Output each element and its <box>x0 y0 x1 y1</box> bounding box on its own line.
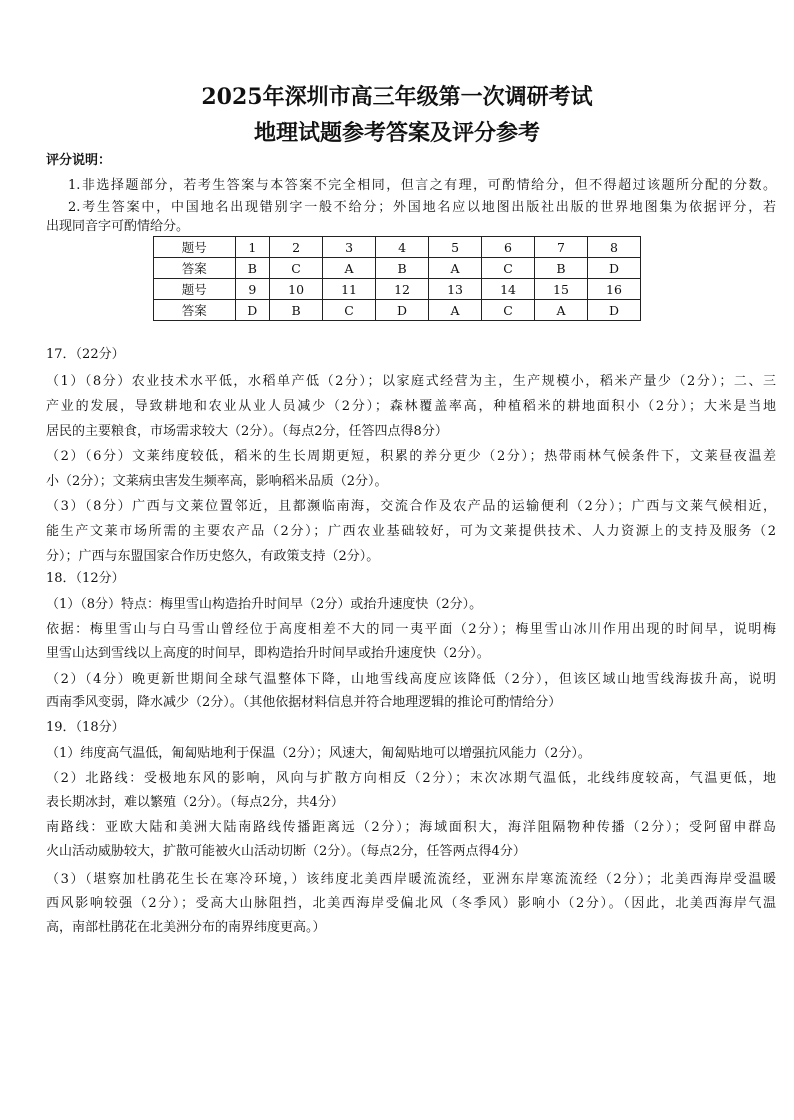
answer-cell: 1 <box>235 237 270 258</box>
row-header-cell: 答案 <box>154 258 236 279</box>
note-line: 2.考生答案中，中国地名出现错别字一般不给分；外国地名应以地图出版社出版的世界地图集为依据评分，若 <box>68 200 776 215</box>
page-title: 2025年深圳市高三年级第一次调研考试 <box>201 84 593 110</box>
answer-line: 表长期冰封，难以繁殖（2分）。（每点2分，共4分） <box>46 795 344 810</box>
answer-cell: C <box>482 258 535 279</box>
table-row <box>154 237 641 258</box>
row-header-cell: 题号 <box>154 279 236 300</box>
answer-line: （2）（6分）文莱纬度较低，稻米的生长周期更短，积累的养分更少（2分）；热带雨林气候条件下，文莱昼夜温差 <box>46 449 776 464</box>
answer-cell: 10 <box>270 279 323 300</box>
answer-cell: A <box>429 258 482 279</box>
answer-cell: 4 <box>376 237 429 258</box>
answer-line: （3）（8分）广西与文莱位置邻近，且都濒临南海，交流合作及农产品的运输便利（2分）；广西与文莱气候相近， <box>46 499 776 514</box>
answer-cell: D <box>588 300 641 321</box>
answer-cell: A <box>535 300 588 321</box>
row-header-cell: 题号 <box>154 237 236 258</box>
answer-cell: 6 <box>482 237 535 258</box>
answer-cell: 7 <box>535 237 588 258</box>
answer-cell: B <box>376 258 429 279</box>
answer-line: （1）纬度高气温低，匍匐贴地利于保温（2分）；风速大，匍匐贴地可以增强抗风能力（2分）。 <box>46 746 591 761</box>
answer-cell: D <box>588 258 641 279</box>
table-row <box>154 279 641 300</box>
table-row <box>154 300 641 321</box>
answer-cell: 13 <box>429 279 482 300</box>
answer-line: 火山活动威胁较大，扩散可能被火山活动切断（2分）。（每点2分，任答两点得4分） <box>46 844 526 859</box>
answer-line: 分）；广西与东盟国家合作历史悠久，有政策支持（2分）。 <box>46 549 380 564</box>
answer-cell: 8 <box>588 237 641 258</box>
note-line: 出现同音字可酌情给分。 <box>46 219 190 234</box>
answer-line: （2）北路线：受极地东风的影响，风向与扩散方向相反（2分）；末次冰期气温低，北线纬度较高，气温更低，地 <box>46 771 776 786</box>
answer-cell: C <box>270 258 323 279</box>
table-row <box>154 258 641 279</box>
answer-cell: 16 <box>588 279 641 300</box>
answer-line: （1）（8分）农业技术水平低，水稻单产低（2分）；以家庭式经营为主，生产规模小，稻米产量少（2分）；二、三 <box>46 374 776 389</box>
answer-cell: A <box>323 258 376 279</box>
answer-cell: C <box>323 300 376 321</box>
answer-line: 西南季风变弱，降水减少（2分）。（其他依据材料信息并符合地理逻辑的推论可酌情给分） <box>46 695 562 710</box>
answer-cell: B <box>270 300 323 321</box>
answer-cell: D <box>235 300 270 321</box>
answer-cell: B <box>235 258 270 279</box>
answer-line: 依据：梅里雪山与白马雪山曾经位于高度相差不大的同一夷平面（2分）；梅里雪山冰川作用出现的时间早，说明梅 <box>46 622 776 637</box>
notes-heading: 评分说明： <box>46 153 112 168</box>
answer-cell: 14 <box>482 279 535 300</box>
answer-cell: 2 <box>270 237 323 258</box>
answer-line: 西风影响较强（2分）；受高大山脉阻挡，北美西海岸受偏北风（冬季风）影响小（2分）。（因此，北美西海岸气温 <box>46 896 776 911</box>
answer-cell: 9 <box>235 279 270 300</box>
answer-cell: C <box>482 300 535 321</box>
row-header-cell: 答案 <box>154 300 236 321</box>
answer-cell: 5 <box>429 237 482 258</box>
answer-line: 能生产文莱市场所需的主要农产品（2分）；广西农业基础较好，可为文莱提供技术、人力资源上的支持及服务（2 <box>46 524 776 539</box>
answer-cell: A <box>429 300 482 321</box>
answer-line: （1）（8分）特点：梅里雪山构造抬升时间早（2分）或抬升速度快（2分）。 <box>46 597 483 612</box>
answer-line: 南路线：亚欧大陆和美洲大陆南路线传播距离远（2分）；海域面积大，海洋阻隔物种传播（2分）；受阿留申群岛 <box>46 820 776 835</box>
note-line: 1.非选择题部分，若考生答案与本答案不完全相同，但言之有理，可酌情给分，但不得超过该题所分配的分数。 <box>68 178 776 193</box>
question-heading: 17．（22分） <box>46 347 125 362</box>
question-heading: 19．（18分） <box>46 720 125 735</box>
answer-line: 里雪山达到雪线以上高度的时间早，即构造抬升时间早或抬升速度快（2分）。 <box>46 646 490 661</box>
answer-cell: 12 <box>376 279 429 300</box>
answer-line: （3）（堪察加杜鹃花生长在寒冷环境，）该纬度北美西岸暖流流经，亚洲东岸寒流流经（2分）；北美西海岸受温暖 <box>46 872 776 887</box>
answer-cell: D <box>376 300 429 321</box>
answer-line: 居民的主要粮食，市场需求较大（2分）。（每点2分，任答四点得8分） <box>46 424 448 439</box>
question-heading: 18．（12分） <box>46 571 125 586</box>
answer-table <box>153 236 641 321</box>
answer-cell: B <box>535 258 588 279</box>
answer-cell: 11 <box>323 279 376 300</box>
answer-line: 高，南部杜鹃花在北美洲分布的南界纬度更高。） <box>46 920 326 935</box>
answer-line: 产业的发展，导致耕地和农业从业人员减少（2分）；森林覆盖率高，种植稻米的耕地面积小（2分）；大米是当地 <box>46 399 776 414</box>
answer-line: （2）（4分）晚更新世期间全球气温整体下降，山地雪线高度应该降低（2分），但该区域山地雪线海拔升高，说明 <box>46 672 776 687</box>
answer-cell: 15 <box>535 279 588 300</box>
answer-line: 小（2分）；文莱病虫害发生频率高，影响稻米品质（2分）。 <box>46 474 388 489</box>
page-subtitle: 地理试题参考答案及评分参考 <box>253 120 540 146</box>
answer-cell: 3 <box>323 237 376 258</box>
